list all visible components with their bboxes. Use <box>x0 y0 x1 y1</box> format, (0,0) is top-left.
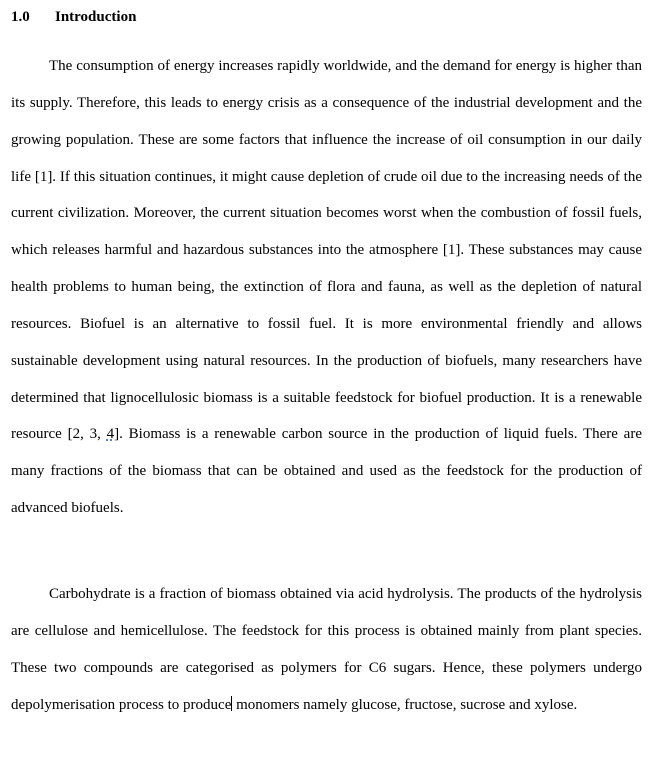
paragraph-2[interactable] <box>11 576 642 723</box>
paragraph-2-text: Carbohydrate is a fraction of biomass obtained via acid hydrolysis. The products of the hydrolysis are cellulose and hemicellulose. The feedstock for this process is obtained mainly from plant species. These two compounds are categorised as polymers for C6 sugars. Hence, these polymers undergo depolymerisation process to produce <box>11 586 642 713</box>
paragraph-2-end: monomers namely glucose, fructose, sucrose and xylose. <box>232 696 578 713</box>
paragraph-1[interactable] <box>11 48 642 527</box>
section-title: Introduction <box>55 9 137 25</box>
section-heading <box>11 8 136 26</box>
citation-4: 4 <box>106 426 115 443</box>
paragraph-1-end: ]. Biomass is a renewable carbon source in the production of liquid fuels. There are many fractions of the biomass that can be obtained and used as the feedstock for the production of advanced biofuels. <box>11 426 642 517</box>
section-number: 1.0 <box>11 9 30 25</box>
paragraph-1-text: The consumption of energy increases rapidly worldwide, and the demand for energy is higher than its supply. Therefore, this leads to energy crisis as a consequence of the industrial development and the growing population. These are some factors that influence the increase of oil consumption in our daily life [1]. If this situation continues, it might cause depletion of crude oil due to the increasing needs of the current civilization. Moreover, the current situation becomes worst when the combustion of fossil fuels, which releases harmful and hazardous substances into the atmosphere [1]. These substances may cause health problems to human being, the extinction of flora and fauna, as well as the depletion of natural resources. Biofuel is an alternative to fossil fuel. It is more environmental friendly and allows sustainable development using natural resources. In the production of biofuels, many researchers have determined that lignocellulosic biomass is a suitable feedstock for biofuel production. It is a renewable resource [2, 3, <box>11 58 642 443</box>
